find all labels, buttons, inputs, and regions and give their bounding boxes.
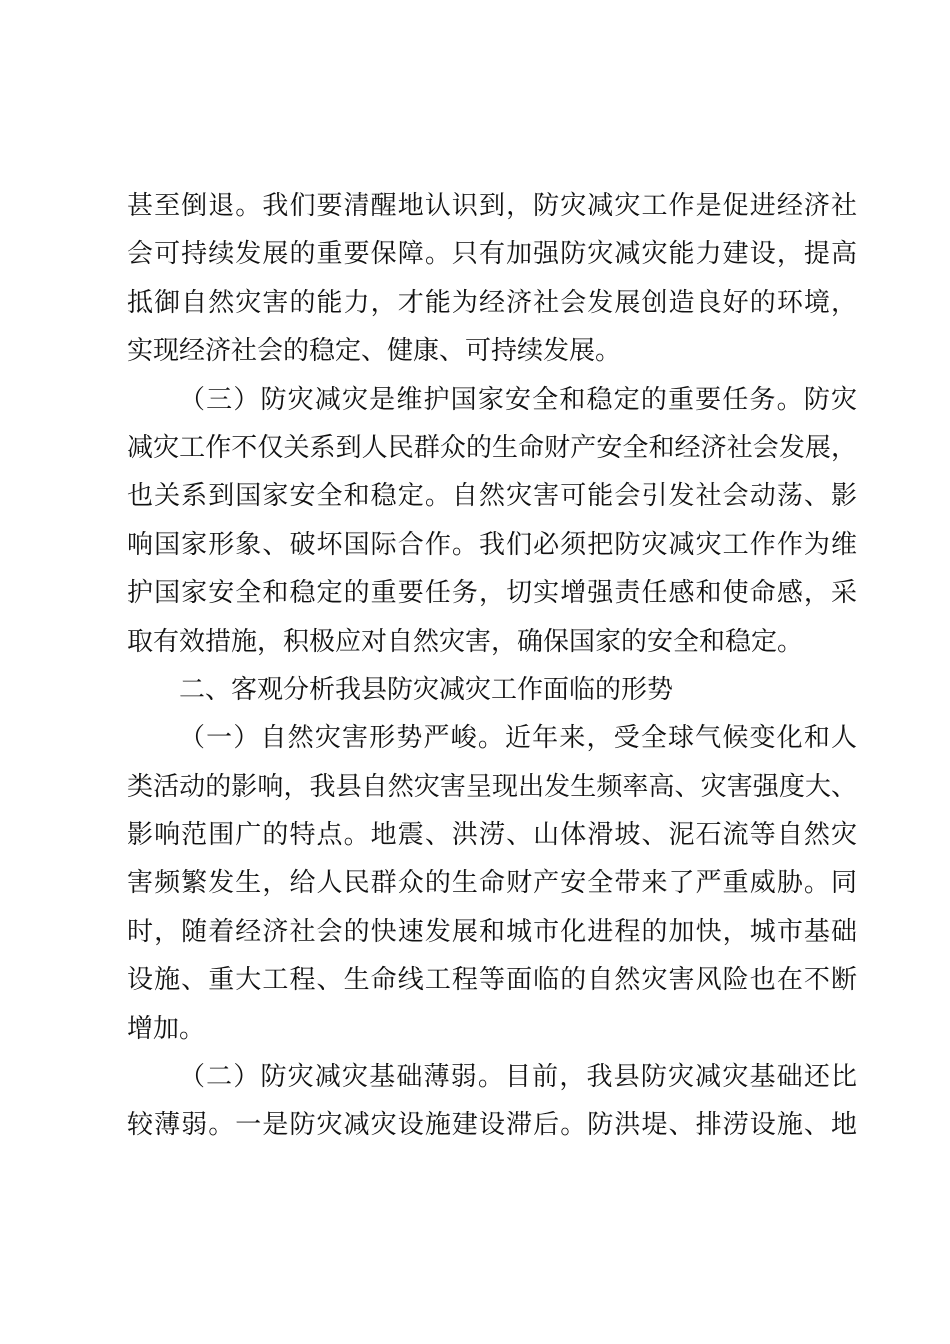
- text-line: （三）防灾减灾是维护国家安全和稳定的重要任务。防灾: [179, 384, 857, 415]
- text-line: 较薄弱。一是防灾减灾设施建设滞后。防洪堤、排涝设施、地: [127, 1110, 857, 1141]
- text-line: 害频繁发生，给人民群众的生命财产安全带来了严重威胁。同: [127, 868, 857, 899]
- text-line: 设施、重大工程、生命线工程等面临的自然灾害风险也在不断: [127, 965, 857, 996]
- text-line: 类活动的影响，我县自然灾害呈现出发生频率高、灾害强度大、: [127, 771, 857, 802]
- text-line: 护国家安全和稳定的重要任务，切实增强责任感和使命感，采: [127, 578, 857, 609]
- text-line: （一）自然灾害形势严峻。近年来，受全球气候变化和人: [179, 723, 857, 754]
- body-text: [127, 182, 857, 1150]
- text-line: 也关系到国家安全和稳定。自然灾害可能会引发社会动荡、影: [127, 481, 857, 512]
- text-line: 取有效措施，积极应对自然灾害，确保国家的安全和稳定。: [127, 626, 804, 657]
- text-line: 抵御自然灾害的能力，才能为经济社会发展创造良好的环境，: [127, 287, 857, 318]
- text-line: 影响范围广的特点。地震、洪涝、山体滑坡、泥石流等自然灾: [127, 820, 857, 851]
- text-line: 时，随着经济社会的快速发展和城市化进程的加快，城市基础: [127, 916, 857, 947]
- text-line: 会可持续发展的重要保障。只有加强防灾减灾能力建设，提高: [127, 239, 857, 270]
- text-line: 实现经济社会的稳定、健康、可持续发展。: [127, 336, 622, 367]
- text-line: 减灾工作不仅关系到人民群众的生命财产安全和经济社会发展，: [127, 432, 857, 463]
- text-line: 响国家形象、破坏国际合作。我们必须把防灾减灾工作作为维: [127, 529, 857, 560]
- section-heading: 二、客观分析我县防灾减灾工作面临的形势: [179, 674, 674, 705]
- text-line: （二）防灾减灾基础薄弱。目前，我县防灾减灾基础还比: [179, 1062, 857, 1093]
- text-line: 增加。: [127, 1013, 206, 1044]
- text-line: 甚至倒退。我们要清醒地认识到，防灾减灾工作是促进经济社: [127, 191, 857, 221]
